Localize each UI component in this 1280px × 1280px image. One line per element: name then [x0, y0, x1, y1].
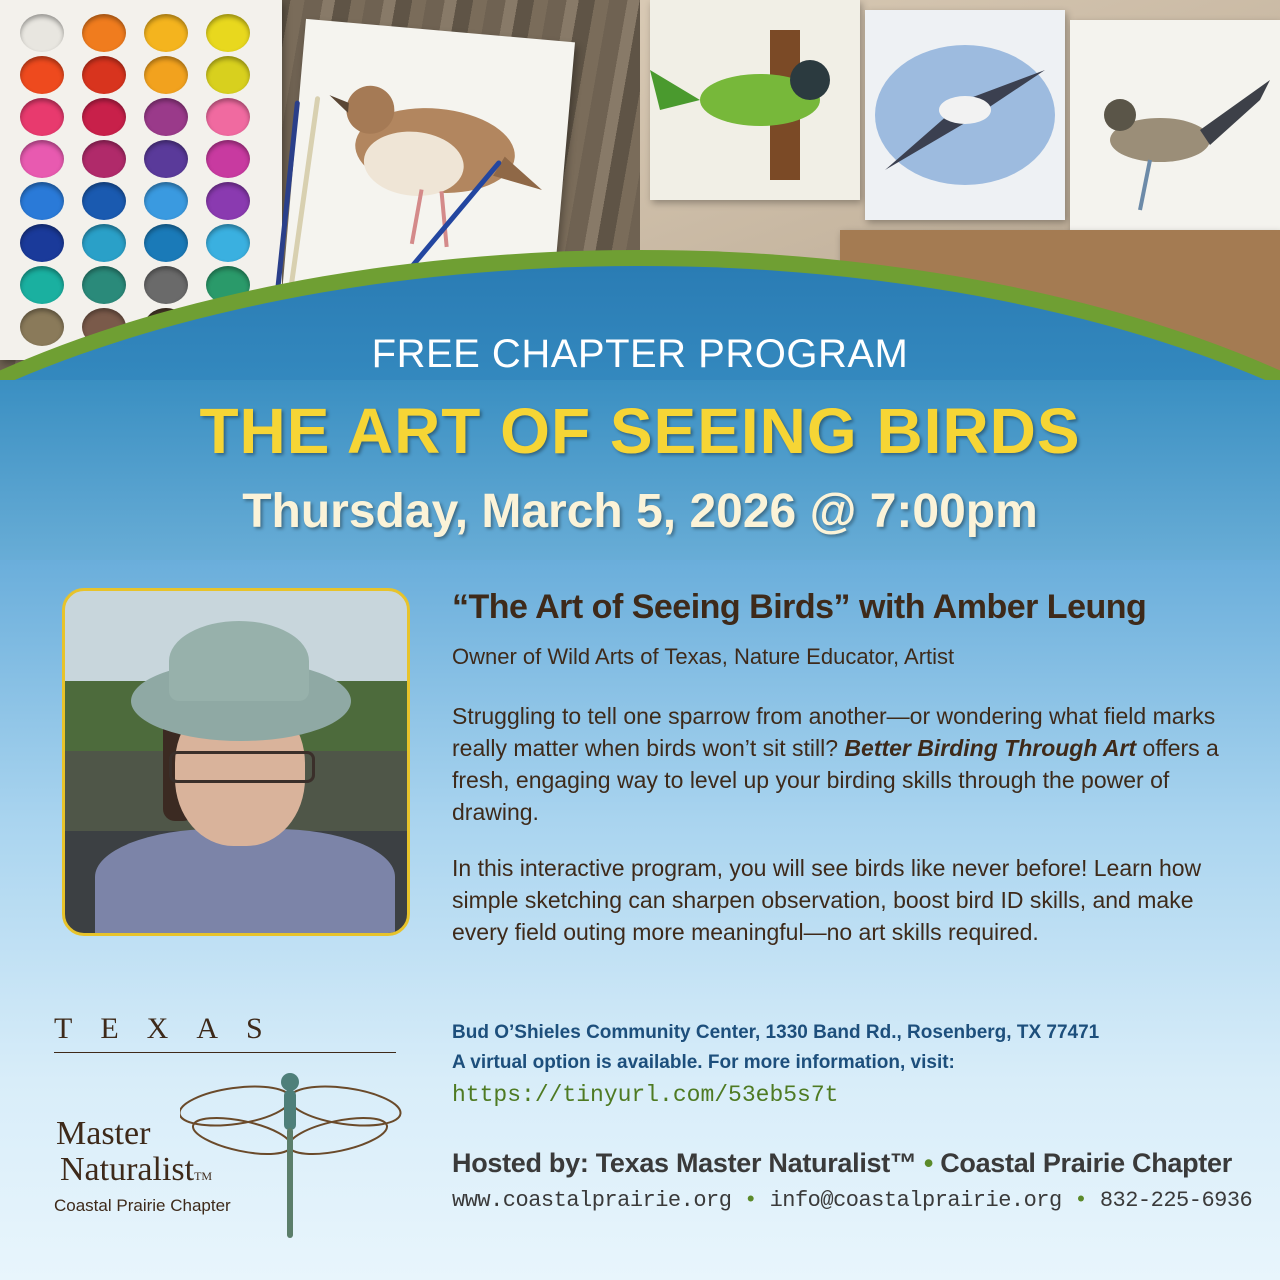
paint-well — [206, 182, 250, 220]
paint-well — [206, 56, 250, 94]
paint-well — [144, 56, 188, 94]
paint-well — [20, 14, 64, 52]
paint-well — [144, 266, 188, 304]
logo-wordmark — [56, 1116, 212, 1194]
dragonfly-icon — [180, 1068, 410, 1243]
speaker-subtitle: Owner of Wild Arts of Texas, Nature Educator, Artist — [452, 644, 955, 669]
description-emphasis: Better Birding Through Art — [844, 735, 1137, 761]
person-hat-crown — [169, 621, 309, 701]
paint-well — [82, 140, 126, 178]
venue-block — [452, 1018, 1252, 1078]
paint-well — [82, 98, 126, 136]
description-paragraph-1 — [452, 700, 1232, 828]
phone-number: 832-225-6936 — [1099, 1188, 1253, 1213]
paint-well — [20, 140, 64, 178]
green-jay-icon — [650, 0, 860, 200]
logo-line-2 — [56, 1152, 212, 1194]
roadrunner-painting — [1070, 20, 1280, 240]
website-link[interactable]: www.coastalprairie.org — [452, 1188, 732, 1213]
paint-well — [206, 140, 250, 178]
portrait-photo — [62, 588, 410, 936]
paint-well — [82, 182, 126, 220]
logo-chapter: Coastal Prairie Chapter — [54, 1196, 231, 1215]
paint-well — [144, 14, 188, 52]
paint-well — [20, 56, 64, 94]
email-link[interactable]: info@coastalprairie.org — [769, 1188, 1062, 1213]
logo-texas: TEXAS — [54, 1012, 396, 1053]
paint-well — [82, 56, 126, 94]
logo-tm: TM — [194, 1169, 213, 1183]
paint-well — [144, 140, 188, 178]
bullet: • — [923, 1148, 933, 1178]
program-kicker: FREE CHAPTER PROGRAM — [371, 332, 909, 376]
header-photo-collage — [0, 0, 1280, 380]
paint-well — [144, 224, 188, 262]
speaker-title: “The Art of Seeing Birds” with Amber Leung — [452, 588, 1147, 626]
program-datetime: Thursday, March 5, 2026 @ 7:00pm — [242, 485, 1038, 538]
logo-line-1: Master — [56, 1115, 151, 1152]
roadrunner-icon — [1070, 20, 1280, 240]
hosted-by — [452, 1148, 1232, 1179]
paint-well — [20, 266, 64, 304]
description-paragraph-2: In this interactive program, you will see birds like never before! Learn how simple sketching can sharpen observation, boost bird ID skills, and make every field outing more meaningful—no art skills required. — [452, 855, 1202, 945]
green-jay-painting — [650, 0, 860, 200]
paint-well — [82, 14, 126, 52]
bullet: • — [744, 1188, 757, 1213]
virtual-note: A virtual option is available. For more information, visit: — [452, 1052, 955, 1073]
person-glasses — [169, 751, 315, 783]
paint-well — [144, 182, 188, 220]
paint-well — [20, 224, 64, 262]
logo-naturalist: Naturalist — [60, 1151, 195, 1188]
paint-well — [20, 182, 64, 220]
hosted-by-chapter: Coastal Prairie Chapter — [940, 1148, 1232, 1178]
paint-well — [82, 266, 126, 304]
hosted-by-org: Hosted by: Texas Master Naturalist™ — [452, 1148, 917, 1178]
paint-well — [206, 14, 250, 52]
description-1a: Struggling to tell one sparrow from another—or wondering what field marks really matter when birds won’t sit still? — [452, 703, 1216, 761]
info-link[interactable]: https://tinyurl.com/53eb5s7t — [452, 1082, 839, 1108]
paint-well — [82, 224, 126, 262]
kite-icon — [865, 10, 1065, 220]
paint-well — [206, 98, 250, 136]
kite-painting — [865, 10, 1065, 220]
paint-well — [20, 98, 64, 136]
contact-line — [452, 1188, 1252, 1213]
bullet: • — [1074, 1188, 1088, 1213]
program-title: THE ART OF SEEING BIRDS — [199, 395, 1081, 467]
paint-well — [144, 98, 188, 136]
venue-address: Bud O’Shieles Community Center, 1330 Band Rd., Rosenberg, TX 77471 — [452, 1022, 1100, 1043]
paint-well — [206, 224, 250, 262]
description-1b: offers a fresh, engaging way to level up your birding skills through the power of drawing. — [452, 735, 1219, 825]
